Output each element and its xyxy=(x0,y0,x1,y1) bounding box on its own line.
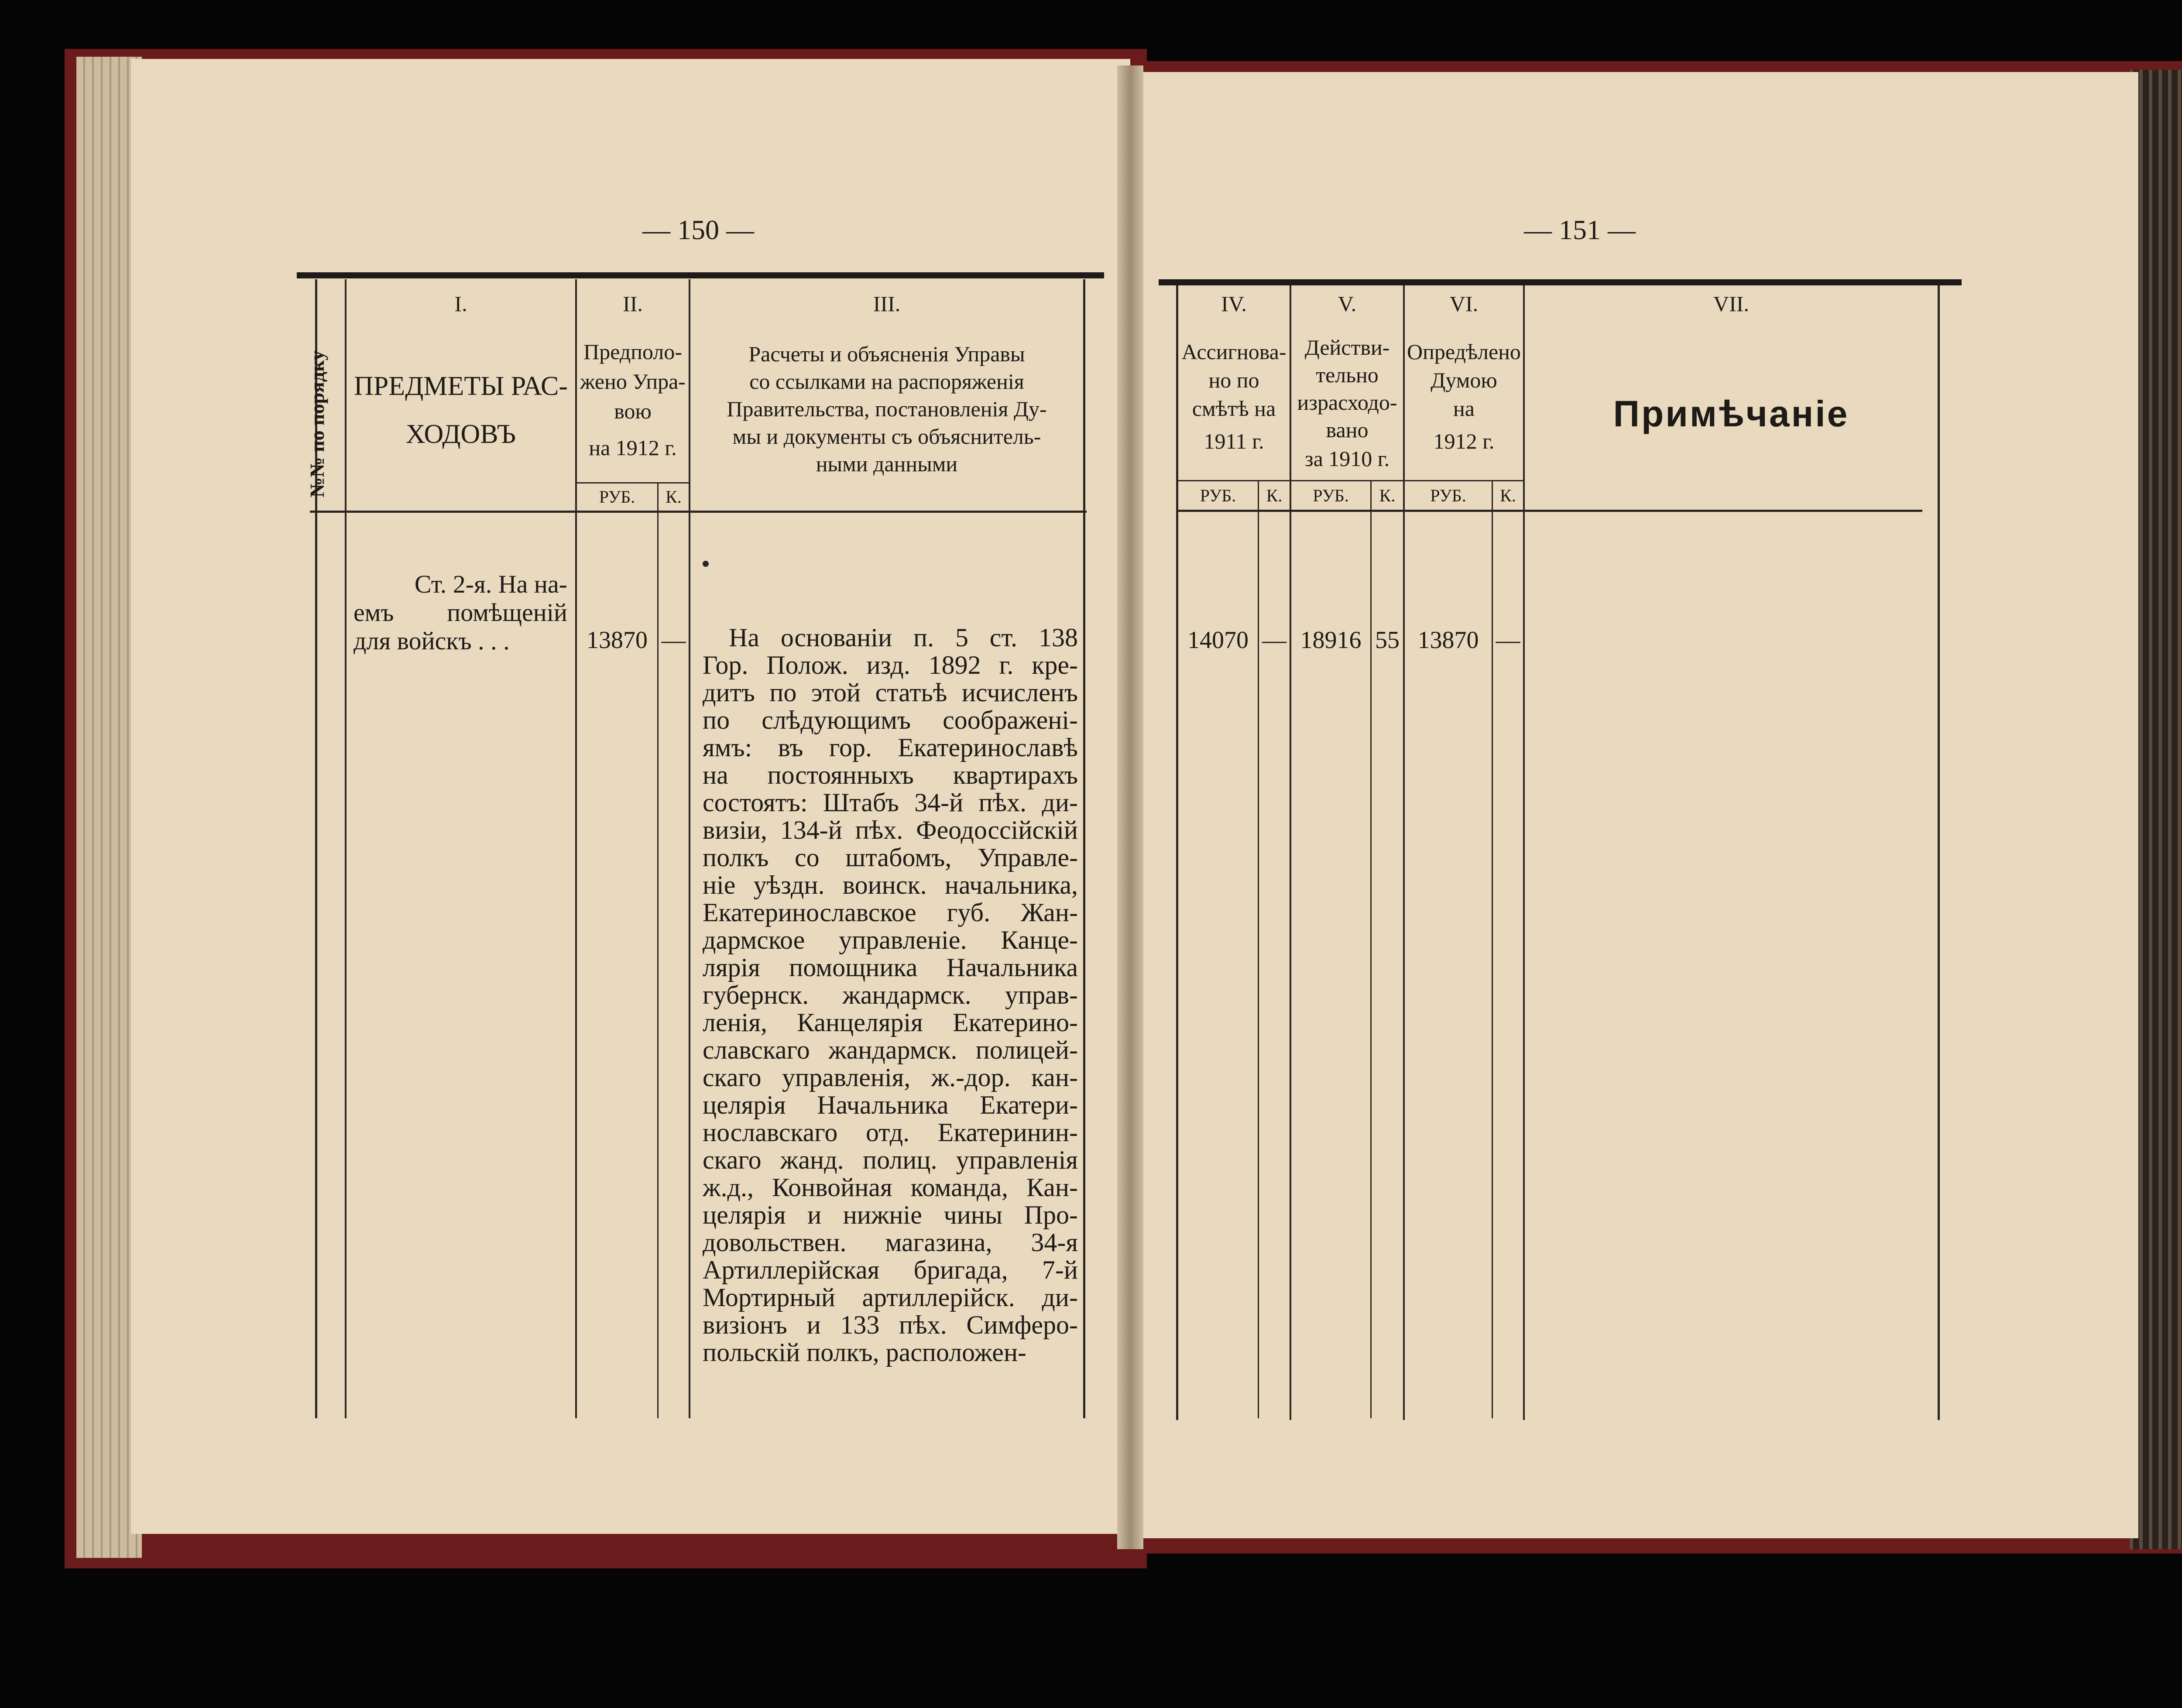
explanation-line: полкъ со штабомъ, Управле- xyxy=(703,843,1078,872)
col5-roman: V. xyxy=(1338,292,1357,316)
col4-line-3: смѣтѣ на xyxy=(1192,396,1276,421)
vline-r7 xyxy=(1938,285,1940,1420)
col4-line-4: 1911 г. xyxy=(1204,429,1264,453)
explanation-line: целярія Начальника Екатери- xyxy=(703,1091,1078,1119)
book-gutter xyxy=(1117,65,1143,1549)
top-rule-right xyxy=(1159,279,1962,285)
explanation-line: состоятъ: Штабъ 34-й пѣх. ди- xyxy=(703,788,1078,817)
units-rule-right xyxy=(1176,480,1523,481)
col7-roman: VII. xyxy=(1713,292,1749,316)
col4-line-2: но по xyxy=(1208,368,1259,392)
col3-line-1: Расчеты и объясненія Управы xyxy=(748,342,1025,366)
col3-line-4: мы и документы съ объяснитель- xyxy=(732,424,1041,449)
explanation-line: визіонъ и 133 пѣх. Симферо- xyxy=(703,1310,1078,1339)
col7-title: Примѣчаніе xyxy=(1613,393,1849,434)
vline-l5 xyxy=(1083,279,1085,1418)
spent-1910-kop: 55 xyxy=(1375,627,1400,654)
explanation-line: скаго жанд. полиц. управленія xyxy=(703,1146,1078,1174)
header-rule-left xyxy=(310,511,1087,513)
rank-column-label: №№ по порядку xyxy=(306,350,328,497)
explanation-line: славскаго жандармск. полицей- xyxy=(703,1036,1078,1064)
vline-l3 xyxy=(657,482,659,1418)
explanation-line: Гор. Полож. изд. 1892 г. кре- xyxy=(703,651,1078,679)
spent-1910-rub: 18916 xyxy=(1300,627,1362,654)
vline-r3 xyxy=(1370,480,1372,1418)
col6-line-3: на xyxy=(1453,396,1475,421)
explanation-line: На основаніи п. 5 ст. 138 xyxy=(729,623,1078,652)
col6-line-2: Думою xyxy=(1431,368,1497,392)
page-number-left: — 150 — xyxy=(642,214,754,245)
explanation-line: довольствен. магазина, 34-я xyxy=(703,1228,1078,1257)
explanation-bullet xyxy=(703,561,709,567)
col5-line-2: тельно xyxy=(1316,363,1379,387)
col3-line-3: Правительства, постановленія Ду- xyxy=(727,397,1047,421)
explanation-line: ж.д., Конвойная команда, Кан- xyxy=(703,1173,1078,1202)
col2-line-1: Предполо- xyxy=(583,340,682,364)
top-rule-left xyxy=(297,272,1104,278)
item-line-3: для войскъ . . . xyxy=(353,627,510,655)
explanation-line: дитъ по этой статьѣ исчисленъ xyxy=(703,678,1078,707)
col1-roman: I. xyxy=(454,292,467,316)
units-rule-left xyxy=(575,482,689,484)
col2-line-2: жено Упра- xyxy=(580,369,686,394)
page-number-right: — 151 — xyxy=(1524,214,1636,245)
col2-line-4: на 1912 г. xyxy=(589,436,677,460)
col6-line-1: Опредѣлено xyxy=(1407,340,1521,364)
explanation-line: губернск. жандармск. управ- xyxy=(703,981,1078,1009)
col5-line-3: израсходо- xyxy=(1297,390,1397,415)
col3-line-2: со ссылками на распоряженія xyxy=(749,369,1024,394)
col5-line-5: за 1910 г. xyxy=(1304,446,1390,471)
col4-roman: IV. xyxy=(1221,292,1247,316)
explanation-line: скаго управленія, ж.-дор. кан- xyxy=(703,1063,1078,1092)
explanation-line: целярія и нижніе чины Про- xyxy=(703,1200,1078,1229)
vline-l1 xyxy=(345,279,347,1418)
item-line-2: емъ помѣщеній xyxy=(353,598,567,627)
col6-unit-kop: К. xyxy=(1500,486,1516,505)
explanation-line: ямъ: въ гор. Екатеринославѣ xyxy=(703,733,1078,762)
col4-unit-kop: К. xyxy=(1266,486,1283,505)
explanation-line: польскій полкъ, расположен- xyxy=(703,1338,1027,1367)
col6-roman: VI. xyxy=(1449,292,1479,316)
explanation-line: по слѣдующимъ соображені- xyxy=(703,706,1078,734)
assigned-1911-kop: — xyxy=(1262,627,1287,654)
col1-title-2: ХОДОВЪ xyxy=(405,419,516,449)
col3-line-5: ными данными xyxy=(816,452,958,476)
col5-unit-rub: РУБ. xyxy=(1313,486,1349,505)
col2-unit-rub: РУБ. xyxy=(599,487,635,507)
col2-line-3: вою xyxy=(614,399,652,423)
explanation-line: дармское управленіе. Канце- xyxy=(703,926,1078,954)
explanation-line: ніе уѣздн. воинск. начальника, xyxy=(703,871,1078,899)
proposed-kop: — xyxy=(661,627,686,654)
explanation-line: ленія, Канцелярія Екатерино- xyxy=(703,1008,1078,1037)
header-rule-right xyxy=(1176,510,1922,512)
col4-line-1: Ассигнова- xyxy=(1181,340,1287,364)
col2-unit-kop: К. xyxy=(666,487,682,507)
assigned-1911-rub: 14070 xyxy=(1187,627,1249,654)
col5-unit-kop: К. xyxy=(1379,486,1396,505)
approved-1912-rub: 13870 xyxy=(1417,627,1479,654)
col5-line-1: Действи- xyxy=(1304,335,1390,360)
explanation-line: лярія помощника Начальника xyxy=(703,953,1078,982)
explanation-line: визіи, 134-й пѣх. Феодоссійскій xyxy=(703,816,1078,844)
explanation-line: Артиллерійская бригада, 7-й xyxy=(703,1255,1078,1284)
col2-roman: II. xyxy=(623,292,643,316)
col1-title-1: ПРЕДМЕТЫ РАС- xyxy=(353,371,568,401)
explanation-line: нославскаго отд. Екатеринин- xyxy=(703,1118,1078,1147)
vline-r6 xyxy=(1523,285,1525,1420)
col5-line-4: вано xyxy=(1326,418,1369,442)
vline-r1 xyxy=(1258,480,1259,1418)
explanation-line: Мортирный артиллерійск. ди- xyxy=(703,1283,1078,1312)
proposed-rub: 13870 xyxy=(587,627,648,654)
explanation-text xyxy=(703,624,1078,1366)
col3-roman: III. xyxy=(873,292,901,316)
explanation-line: Екатеринославское губ. Жан- xyxy=(703,898,1078,927)
col6-unit-rub: РУБ. xyxy=(1430,486,1466,505)
col6-line-4: 1912 г. xyxy=(1433,429,1495,453)
item-line-1: Ст. 2-я. На на- xyxy=(414,570,567,598)
col4-unit-rub: РУБ. xyxy=(1200,486,1236,505)
approved-1912-kop: — xyxy=(1496,627,1520,654)
explanation-line: на постоянныхъ квартирахъ xyxy=(703,761,1078,789)
vline-r5 xyxy=(1492,480,1493,1418)
